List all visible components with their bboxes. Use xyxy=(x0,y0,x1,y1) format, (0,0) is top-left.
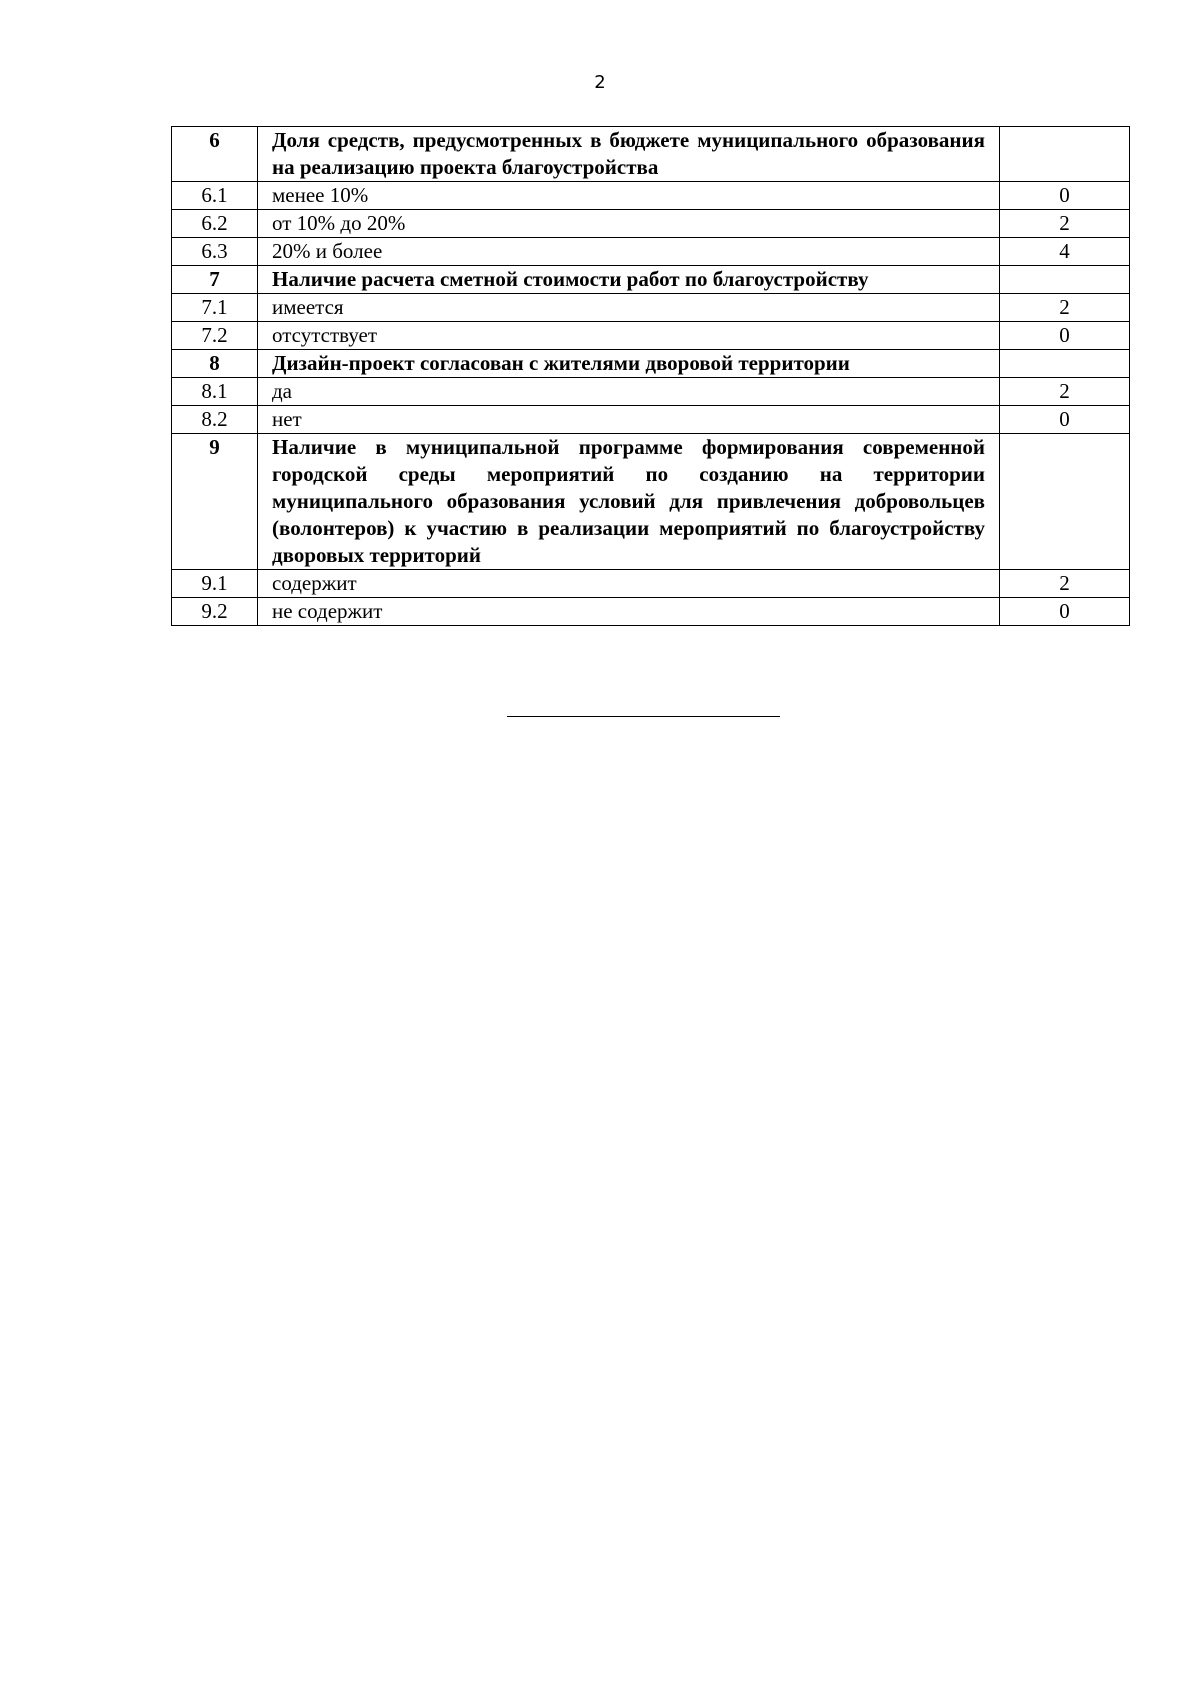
option-number: 8.1 xyxy=(172,378,258,406)
criterion-title: Дизайн-проект согласован с жителями дворовой территории xyxy=(258,350,1000,378)
end-of-document-line xyxy=(507,716,780,717)
option-label: отсутствует xyxy=(258,322,1000,350)
criterion-title: Наличие в муниципальной программе формирования современной городской среды мероприятий по созданию на территории муниципального образования условий для привлечения добровольцев (волонтеров) к участию в реализации мероприятий по благоустройству дворовых территорий xyxy=(258,434,1000,570)
option-number: 9.1 xyxy=(172,570,258,598)
option-row xyxy=(172,182,1130,210)
option-score: 2 xyxy=(1000,294,1130,322)
option-number: 7.2 xyxy=(172,322,258,350)
criterion-row xyxy=(172,434,1130,570)
option-label: не содержит xyxy=(258,598,1000,626)
option-label: содержит xyxy=(258,570,1000,598)
criterion-number: 7 xyxy=(172,266,258,294)
option-row xyxy=(172,598,1130,626)
option-label: менее 10% xyxy=(258,182,1000,210)
criterion-row xyxy=(172,350,1130,378)
option-score: 2 xyxy=(1000,210,1130,238)
criterion-number: 8 xyxy=(172,350,258,378)
criterion-score xyxy=(1000,266,1130,294)
criterion-score xyxy=(1000,350,1130,378)
option-number: 9.2 xyxy=(172,598,258,626)
page-number: 2 xyxy=(594,72,606,93)
option-label: да xyxy=(258,378,1000,406)
option-row xyxy=(172,406,1130,434)
criterion-number: 9 xyxy=(172,434,258,570)
option-row xyxy=(172,570,1130,598)
option-row xyxy=(172,294,1130,322)
option-score: 0 xyxy=(1000,322,1130,350)
option-score: 0 xyxy=(1000,182,1130,210)
option-number: 6.3 xyxy=(172,238,258,266)
criterion-number: 6 xyxy=(172,127,258,182)
option-score: 0 xyxy=(1000,598,1130,626)
option-row xyxy=(172,378,1130,406)
option-label: 20% и более xyxy=(258,238,1000,266)
criterion-row xyxy=(172,127,1130,182)
criterion-row xyxy=(172,266,1130,294)
option-number: 6.2 xyxy=(172,210,258,238)
option-label: нет xyxy=(258,406,1000,434)
option-score: 2 xyxy=(1000,570,1130,598)
criteria-table xyxy=(171,126,1130,626)
option-score: 0 xyxy=(1000,406,1130,434)
criterion-title: Доля средств, предусмотренных в бюджете муниципального образования на реализацию проекта благоустройства xyxy=(258,127,1000,182)
option-score: 4 xyxy=(1000,238,1130,266)
criterion-score xyxy=(1000,127,1130,182)
criterion-score xyxy=(1000,434,1130,570)
option-label: от 10% до 20% xyxy=(258,210,1000,238)
option-row xyxy=(172,322,1130,350)
option-score: 2 xyxy=(1000,378,1130,406)
option-row xyxy=(172,238,1130,266)
option-number: 8.2 xyxy=(172,406,258,434)
criteria-table-body xyxy=(172,127,1130,626)
option-number: 6.1 xyxy=(172,182,258,210)
option-label: имеется xyxy=(258,294,1000,322)
option-number: 7.1 xyxy=(172,294,258,322)
option-row xyxy=(172,210,1130,238)
criterion-title: Наличие расчета сметной стоимости работ по благоустройству xyxy=(258,266,1000,294)
